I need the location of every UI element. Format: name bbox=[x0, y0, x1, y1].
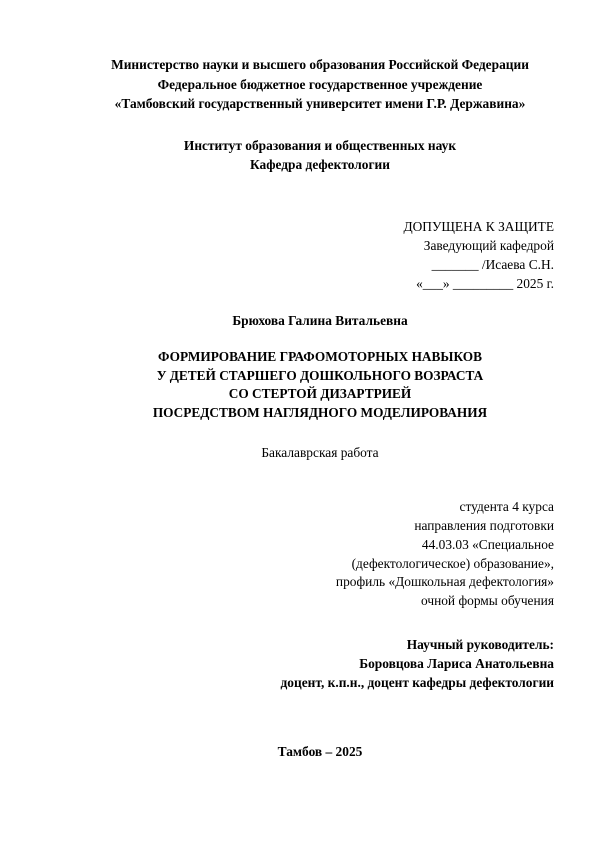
institute-name: Институт образования и общественных наук bbox=[183, 138, 457, 153]
thesis-title-line-1: ФОРМИРОВАНИЕ ГРАФОМОТОРНЫХ НАВЫКОВ bbox=[158, 349, 482, 364]
student-direction-name: (дефектологическое) образование», bbox=[351, 556, 554, 571]
student-study-form: очной формы обучения bbox=[420, 593, 554, 608]
thesis-title-line-2: У ДЕТЕЙ СТАРШЕГО ДОШКОЛЬНОГО ВОЗРАСТА bbox=[156, 368, 484, 383]
city-year: Тамбов – 2025 bbox=[277, 744, 363, 759]
university-name-line: «Тамбовский государственный университет имени Г.Р. Державина» bbox=[114, 96, 526, 111]
student-course: студента 4 курса bbox=[459, 499, 554, 514]
author-name: Брюхова Галина Витальевна bbox=[232, 313, 408, 328]
thesis-title-line-4: ПОСРЕДСТВОМ НАГЛЯДНОГО МОДЕЛИРОВАНИЯ bbox=[152, 405, 488, 420]
student-profile: профиль «Дошкольная дефектология» bbox=[335, 574, 554, 589]
student-direction-label: направления подготовки bbox=[414, 518, 554, 533]
approval-position: Заведующий кафедрой bbox=[423, 238, 554, 253]
ministry-line: Министерство науки и высшего образования Российской Федерации bbox=[111, 57, 529, 72]
institution-type-line: Федеральное бюджетное государственное учреждение bbox=[157, 77, 483, 92]
approval-date: «___» _________ 2025 г. bbox=[416, 276, 554, 291]
supervisor-name: Боровцова Лариса Анатольевна bbox=[359, 656, 554, 671]
supervisor-position: доцент, к.п.н., доцент кафедры дефектологии bbox=[280, 675, 554, 690]
approval-signature: _______ /Исаева С.Н. bbox=[431, 257, 554, 272]
work-type: Бакалаврская работа bbox=[261, 445, 379, 460]
student-direction-code: 44.03.03 «Специальное bbox=[421, 537, 554, 552]
department-name: Кафедра дефектологии bbox=[250, 157, 390, 172]
supervisor-label: Научный руководитель: bbox=[406, 637, 554, 652]
thesis-title-line-3: СО СТЕРТОЙ ДИЗАРТРИЕЙ bbox=[228, 386, 412, 401]
approval-heading: ДОПУЩЕНА К ЗАЩИТЕ bbox=[403, 219, 554, 234]
